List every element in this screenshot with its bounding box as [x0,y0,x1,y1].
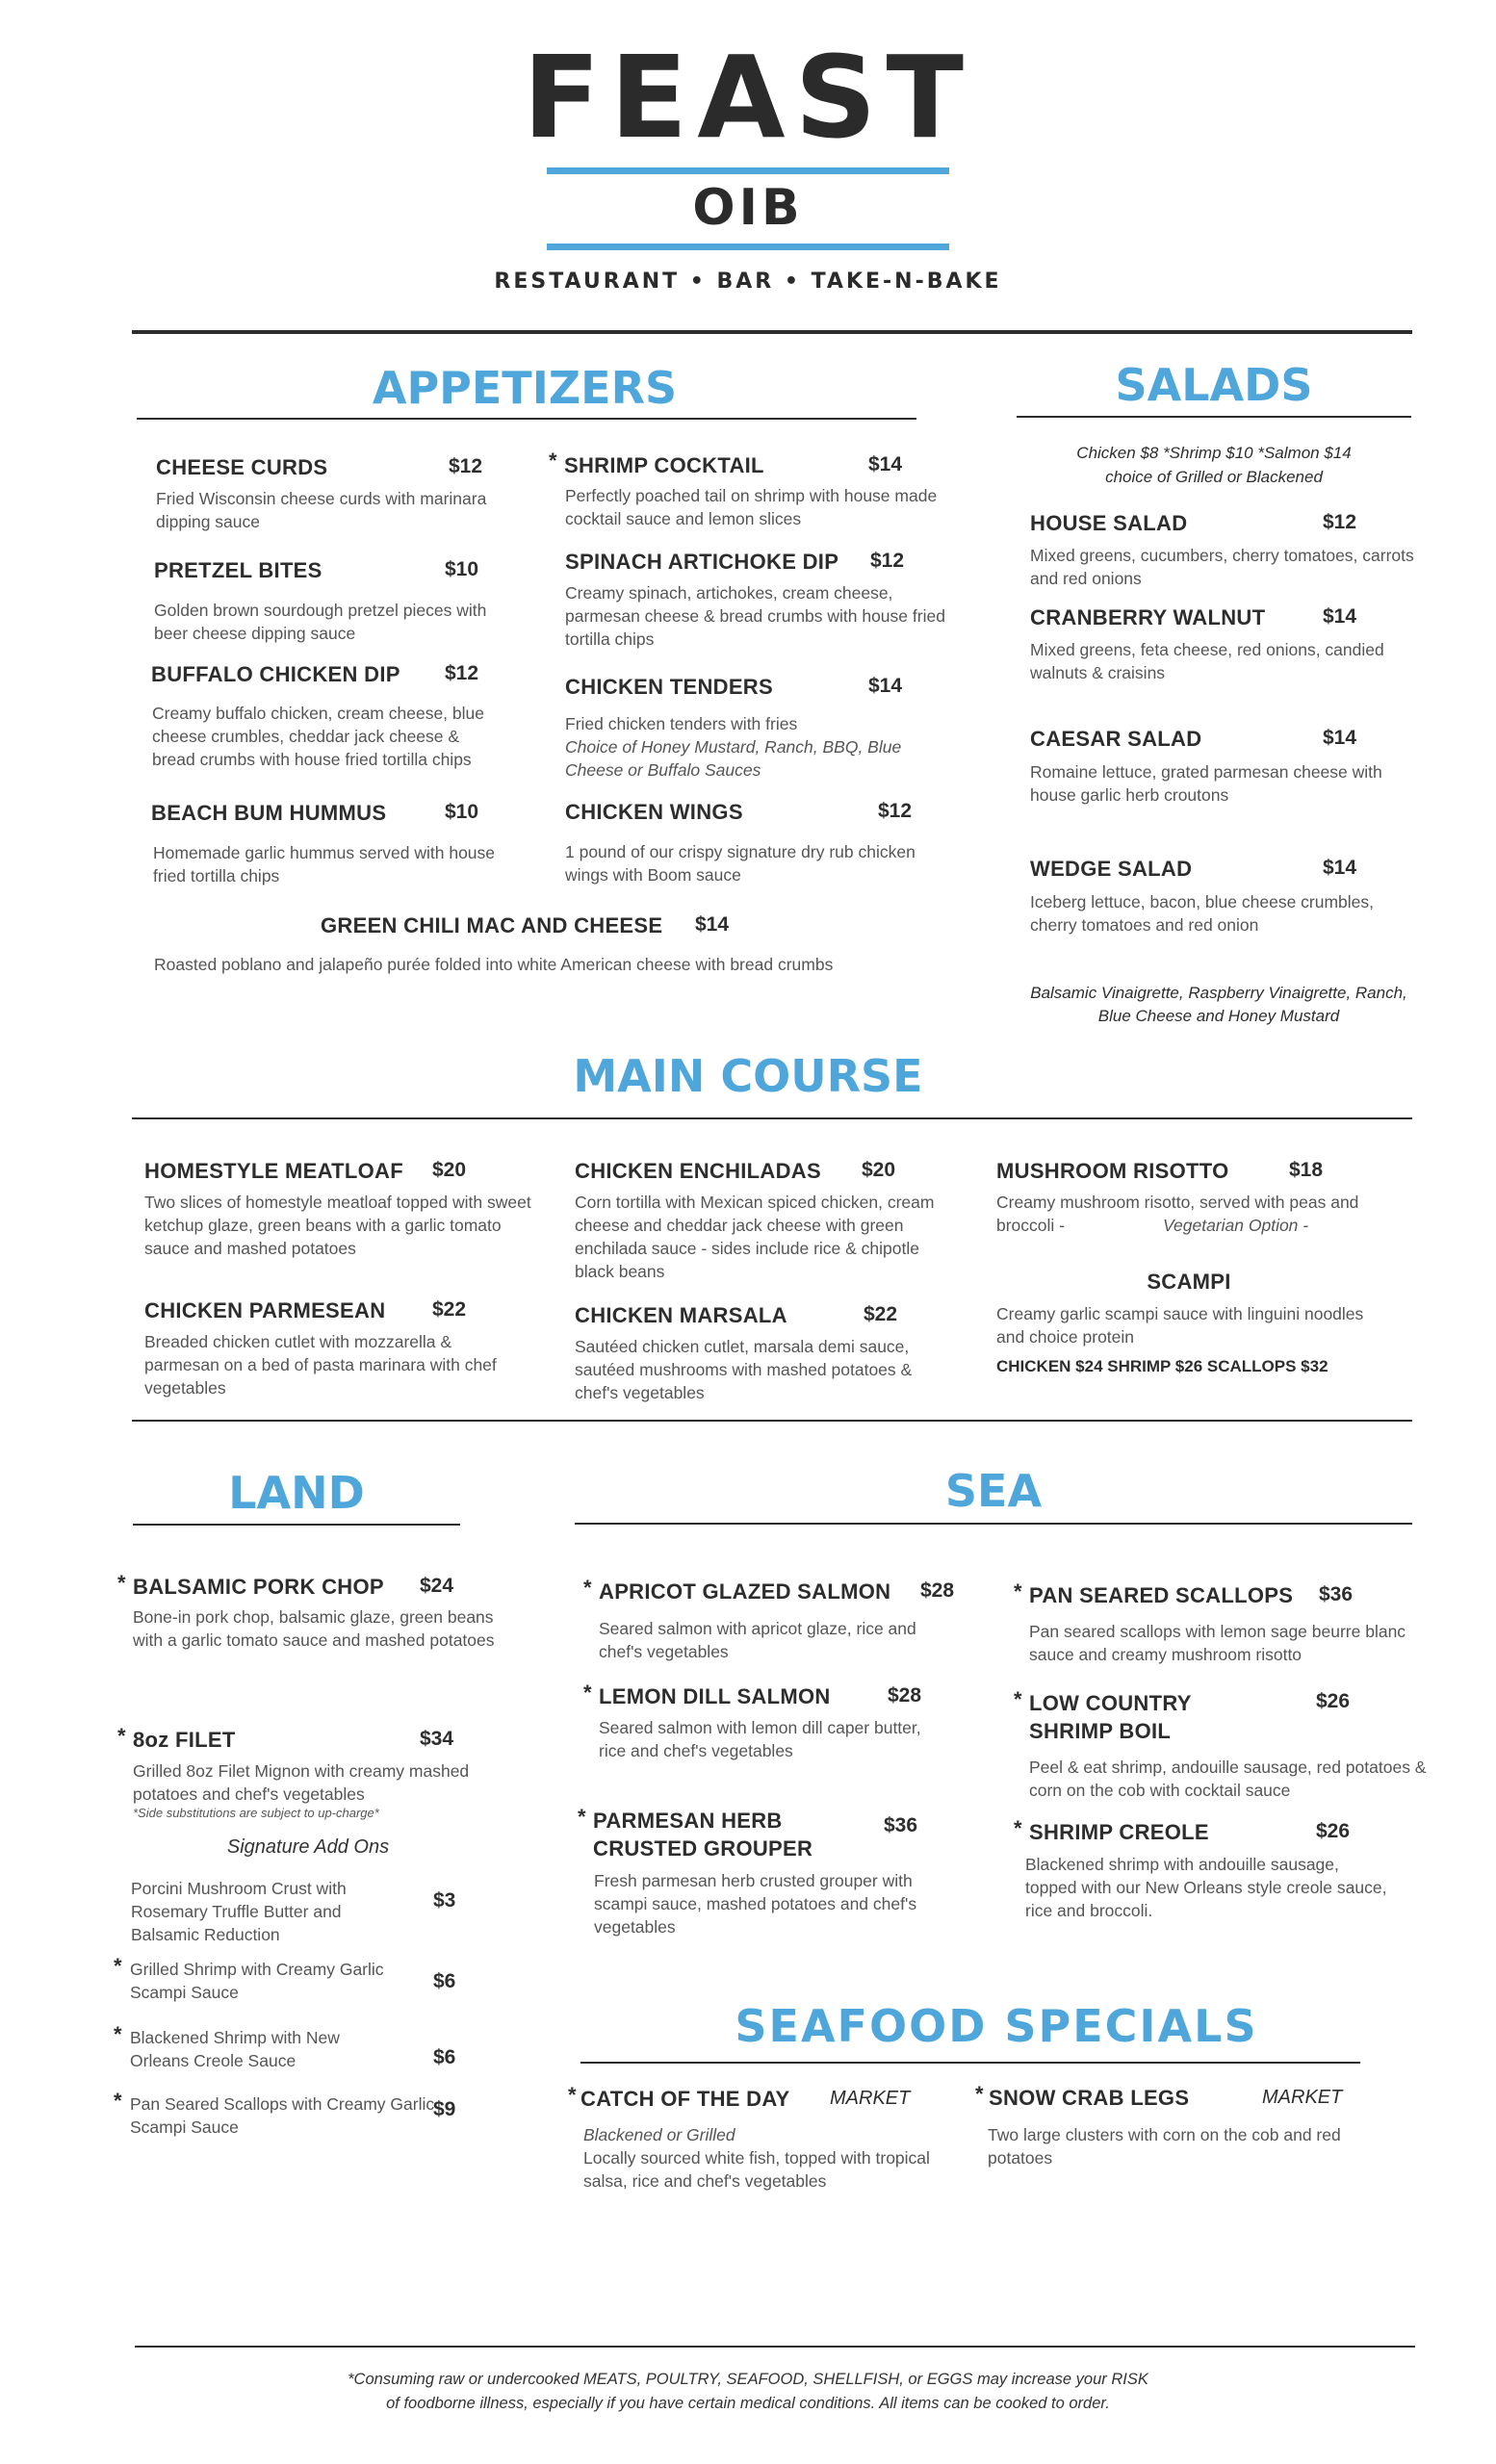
land-price: $24 [420,1575,454,1597]
appetizer-name: CHICKEN WINGS [565,800,743,824]
main-course-title: MAIN COURSE [573,1050,923,1102]
salads-title: SALADS [1115,359,1313,411]
appetizer-name: SPINACH ARTICHOKE DIP [565,550,839,574]
salad-name: HOUSE SALAD [1030,511,1188,535]
appetizer-name: CHICKEN TENDERS [565,675,773,699]
land-price: $34 [420,1728,454,1750]
appetizer-name: SHRIMP COCKTAIL [564,453,764,477]
main-desc: Breaded chicken cutlet with mozzarella & parmesan on a bed of pasta marinara with chef vegetables [144,1332,497,1398]
special-desc: Two large clusters with corn on the cob and red potatoes [988,2125,1341,2168]
seafood-specials-title: SEAFOOD SPECIALS [735,2000,1258,2052]
raw-warning-star: * [583,1576,592,1600]
raw-warning-star: * [975,2082,984,2106]
appetizer-name: PRETZEL BITES [154,558,322,582]
main-price: $20 [862,1159,896,1181]
addon-price: $9 [433,2098,456,2120]
appetizer-price: $12 [445,662,479,684]
main-desc: Creamy garlic scampi sauce with linguini noodles and choice protein [996,1304,1364,1347]
appetizer-name: BUFFALO CHICKEN DIP [151,662,400,686]
sea-desc: Seared salmon with apricot glaze, rice and chef's vegetables [599,1619,916,1661]
addon-desc: Porcini Mushroom Crust with Rosemary Truffle Butter and Balsamic Reduction [131,1879,347,1944]
sea-desc: Peel & eat shrimp, andouille sausage, red potatoes & corn on the cob with cocktail sauce [1029,1758,1427,1800]
sea-name: PAN SEARED SCALLOPS [1029,1583,1294,1607]
main-desc: Creamy mushroom risotto, served with peas and broccoli - [996,1193,1359,1235]
special-name: CATCH OF THE DAY [580,2087,790,2111]
main-price: $20 [432,1159,467,1181]
land-name: BALSAMIC PORK CHOP [133,1575,384,1599]
brand-tagline: RESTAURANT • BAR • TAKE-N-BAKE [494,270,1002,294]
footer-disclaimer-line1: *Consuming raw or undercooked MEATS, POULTRY, SEAFOOD, SHELLFISH, or EGGS may increase your RISK [348,2371,1148,2388]
appetizer-name: BEACH BUM HUMMUS [151,801,387,825]
sea-price: $28 [920,1579,955,1602]
main-desc: Two slices of homestyle meatloaf topped with sweet ketchup glaze, green beans with a garlic tomato sauce and mashed potatoes [144,1193,531,1258]
appetizer-price: $14 [868,453,903,475]
raw-warning-star: * [114,2089,122,2113]
salad-name: WEDGE SALAD [1030,857,1193,881]
appetizer-desc: Creamy spinach, artichokes, cream cheese, parmesan cheese & bread crumbs with house fried tortilla chips [565,583,945,649]
salad-desc: Mixed greens, feta cheese, red onions, candied walnuts & craisins [1030,640,1384,682]
scampi-protein-options: CHICKEN $24 SHRIMP $26 SCALLOPS $32 [996,1357,1328,1375]
salad-price: $14 [1323,727,1357,749]
salad-desc: Mixed greens, cucumbers, cherry tomatoes, carrots and red onions [1030,546,1414,588]
land-desc: Bone-in pork chop, balsamic glaze, green beans with a garlic tomato sauce and mashed potatoes [133,1607,495,1650]
main-course-rule-top [132,1117,1412,1119]
appetizer-desc: Homemade garlic hummus served with house fried tortilla chips [153,843,496,886]
main-price: $22 [864,1303,898,1325]
addon-desc: Grilled Shrimp with Creamy Garlic Scampi Sauce [130,1960,384,2002]
sea-desc: Seared salmon with lemon dill caper butter, rice and chef's vegetables [599,1718,921,1760]
sea-name: LEMON DILL SALMON [599,1684,831,1708]
appetizer-desc: Golden brown sourdough pretzel pieces with beer cheese dipping sauce [154,601,487,643]
main-price: $22 [432,1298,467,1321]
land-desc: Grilled 8oz Filet Mignon with creamy mashed potatoes and chef's vegetables [133,1761,470,1804]
salad-name: CRANBERRY WALNUT [1030,605,1266,629]
addons-title: Signature Add Ons [226,1836,390,1858]
raw-warning-star: * [1014,1579,1022,1604]
raw-warning-star: * [114,2022,122,2046]
special-name: SNOW CRAB LEGS [989,2086,1190,2110]
appetizer-price: $12 [870,550,905,572]
special-prep: Blackened or Grilled [583,2125,735,2144]
sea-name: APRICOT GLAZED SALMON [599,1579,891,1604]
main-name: HOMESTYLE MEATLOAF [144,1159,403,1183]
land-title: LAND [228,1467,365,1519]
sea-name: SHRIMP CREOLE [1029,1820,1209,1844]
addon-price: $6 [433,1970,456,1992]
appetizers-rule [137,418,916,420]
main-course-rule-bottom [132,1420,1412,1422]
raw-warning-star: * [1014,1816,1022,1840]
sea-price: $28 [888,1684,922,1707]
main-name: CHICKEN MARSALA [575,1303,787,1327]
seafood-specials-rule [580,2062,1360,2064]
raw-warning-star: * [114,1954,122,1978]
main-name: CHICKEN ENCHILADAS [575,1159,821,1183]
brand-sub: OIB [692,179,804,237]
raw-warning-star: * [578,1805,586,1829]
top-divider [132,330,1412,334]
land-rule [133,1524,460,1526]
sea-name: PARMESAN HERB [593,1809,783,1833]
sea-rule [575,1523,1412,1525]
appetizers-title: APPETIZERS [372,362,678,414]
appetizer-desc: Fried chicken tenders with fries [565,714,798,733]
main-name: SCAMPI [1147,1270,1231,1294]
salad-desc: Iceberg lettuce, bacon, blue cheese crumbles, cherry tomatoes and red onion [1030,892,1375,935]
sea-name: LOW COUNTRY [1029,1691,1192,1715]
salads-rule [1017,416,1411,418]
appetizer-desc: 1 pound of our crispy signature dry rub chicken wings with Boom sauce [565,842,916,885]
sea-name-line2: CRUSTED GROUPER [593,1836,813,1861]
sea-price: $36 [1319,1583,1354,1605]
main-name: CHICKEN PARMESEAN [144,1298,386,1322]
appetizer-price: $12 [878,800,913,822]
raw-warning-star: * [583,1681,592,1705]
raw-warning-star: * [117,1724,126,1748]
salad-protein-prices: Chicken $8 *Shrimp $10 *Salmon $14 [1076,444,1352,462]
salad-price: $14 [1323,605,1357,628]
footer-rule [135,2346,1415,2348]
special-desc: Locally sourced white fish, topped with tropical salsa, rice and chef's vegetables [583,2148,930,2191]
appetizer-desc: Perfectly poached tail on shrimp with house made cocktail sauce and lemon slices [565,486,938,528]
sea-price: $36 [884,1814,918,1836]
appetizer-price: $14 [868,675,903,697]
appetizer-price: $10 [445,558,479,580]
appetizer-name: CHEESE CURDS [156,455,328,479]
appetizer-price: $10 [445,801,479,823]
appetizer-price: $14 [695,913,730,936]
appetizer-price: $12 [449,455,483,477]
appetizer-sauce-choices: Choice of Honey Mustard, Ranch, BBQ, Blue Cheese or Buffalo Sauces [565,737,902,780]
raw-warning-star: * [568,2083,577,2107]
raw-warning-star: * [1014,1687,1022,1711]
addon-desc: Blackened Shrimp with New Orleans Creole Sauce [130,2028,340,2070]
logo-bar-top [547,167,949,174]
substitution-note: *Side substitutions are subject to up-charge* [133,1806,379,1820]
raw-warning-star: * [117,1571,126,1595]
sea-price: $26 [1316,1820,1351,1842]
main-desc: Corn tortilla with Mexican spiced chicken, cream cheese and cheddar jack cheese with green enchilada sauce - sides include rice & chipotle black beans [575,1193,935,1281]
special-price: MARKET [830,2088,911,2109]
main-desc: Sautéed chicken cutlet, marsala demi sauce, sautéed mushrooms with mashed potatoes & chef's vegetables [575,1337,913,1402]
brand-name: FEAST [522,31,973,164]
sea-desc: Fresh parmesan herb crusted grouper with scampi sauce, mashed potatoes and chef's vegetables [594,1871,917,1937]
sea-price: $26 [1316,1690,1351,1712]
raw-warning-star: * [549,449,557,473]
salad-dressings: Balsamic Vinaigrette, Raspberry Vinaigrette, Ranch, Blue Cheese and Honey Mustard [1030,984,1407,1025]
addon-price: $3 [433,1889,456,1912]
salad-name: CAESAR SALAD [1030,727,1202,751]
main-price: $18 [1289,1159,1324,1181]
special-price: MARKET [1262,2087,1343,2108]
salad-protein-choice: choice of Grilled or Blackened [1105,468,1323,486]
appetizer-desc: Creamy buffalo chicken, cream cheese, blue cheese crumbles, cheddar jack cheese & bread crumbs with house fried tortilla chips [152,704,484,769]
addon-desc: Pan Seared Scallops with Creamy Garlic Scampi Sauce [130,2094,435,2137]
sea-desc: Pan seared scallops with lemon sage beurre blanc sauce and creamy mushroom risotto [1029,1622,1406,1664]
sea-name-line2: SHRIMP BOIL [1029,1719,1172,1743]
salad-desc: Romaine lettuce, grated parmesan cheese with house garlic herb croutons [1030,762,1382,805]
vegetarian-option: Vegetarian Option - [1163,1216,1309,1235]
footer-disclaimer-line2: of foodborne illness, especially if you have certain medical conditions. All items can be cooked to order. [386,2395,1110,2412]
sea-title: SEA [944,1465,1043,1517]
land-name: 8oz FILET [133,1728,236,1752]
appetizer-name: GREEN CHILI MAC AND CHEESE [321,913,663,937]
appetizer-desc: Fried Wisconsin cheese curds with marinara dipping sauce [156,489,487,531]
main-name: MUSHROOM RISOTTO [996,1159,1229,1183]
addon-price: $6 [433,2046,456,2068]
logo-bar-bottom [547,244,949,250]
salad-price: $14 [1323,857,1357,879]
sea-desc: Blackened shrimp with andouille sausage, topped with our New Orleans style creole sauce, rice and broccoli. [1025,1855,1387,1920]
appetizer-desc: Roasted poblano and jalapeño purée folded into white American cheese with bread crumbs [154,955,834,974]
salad-price: $12 [1323,511,1357,533]
